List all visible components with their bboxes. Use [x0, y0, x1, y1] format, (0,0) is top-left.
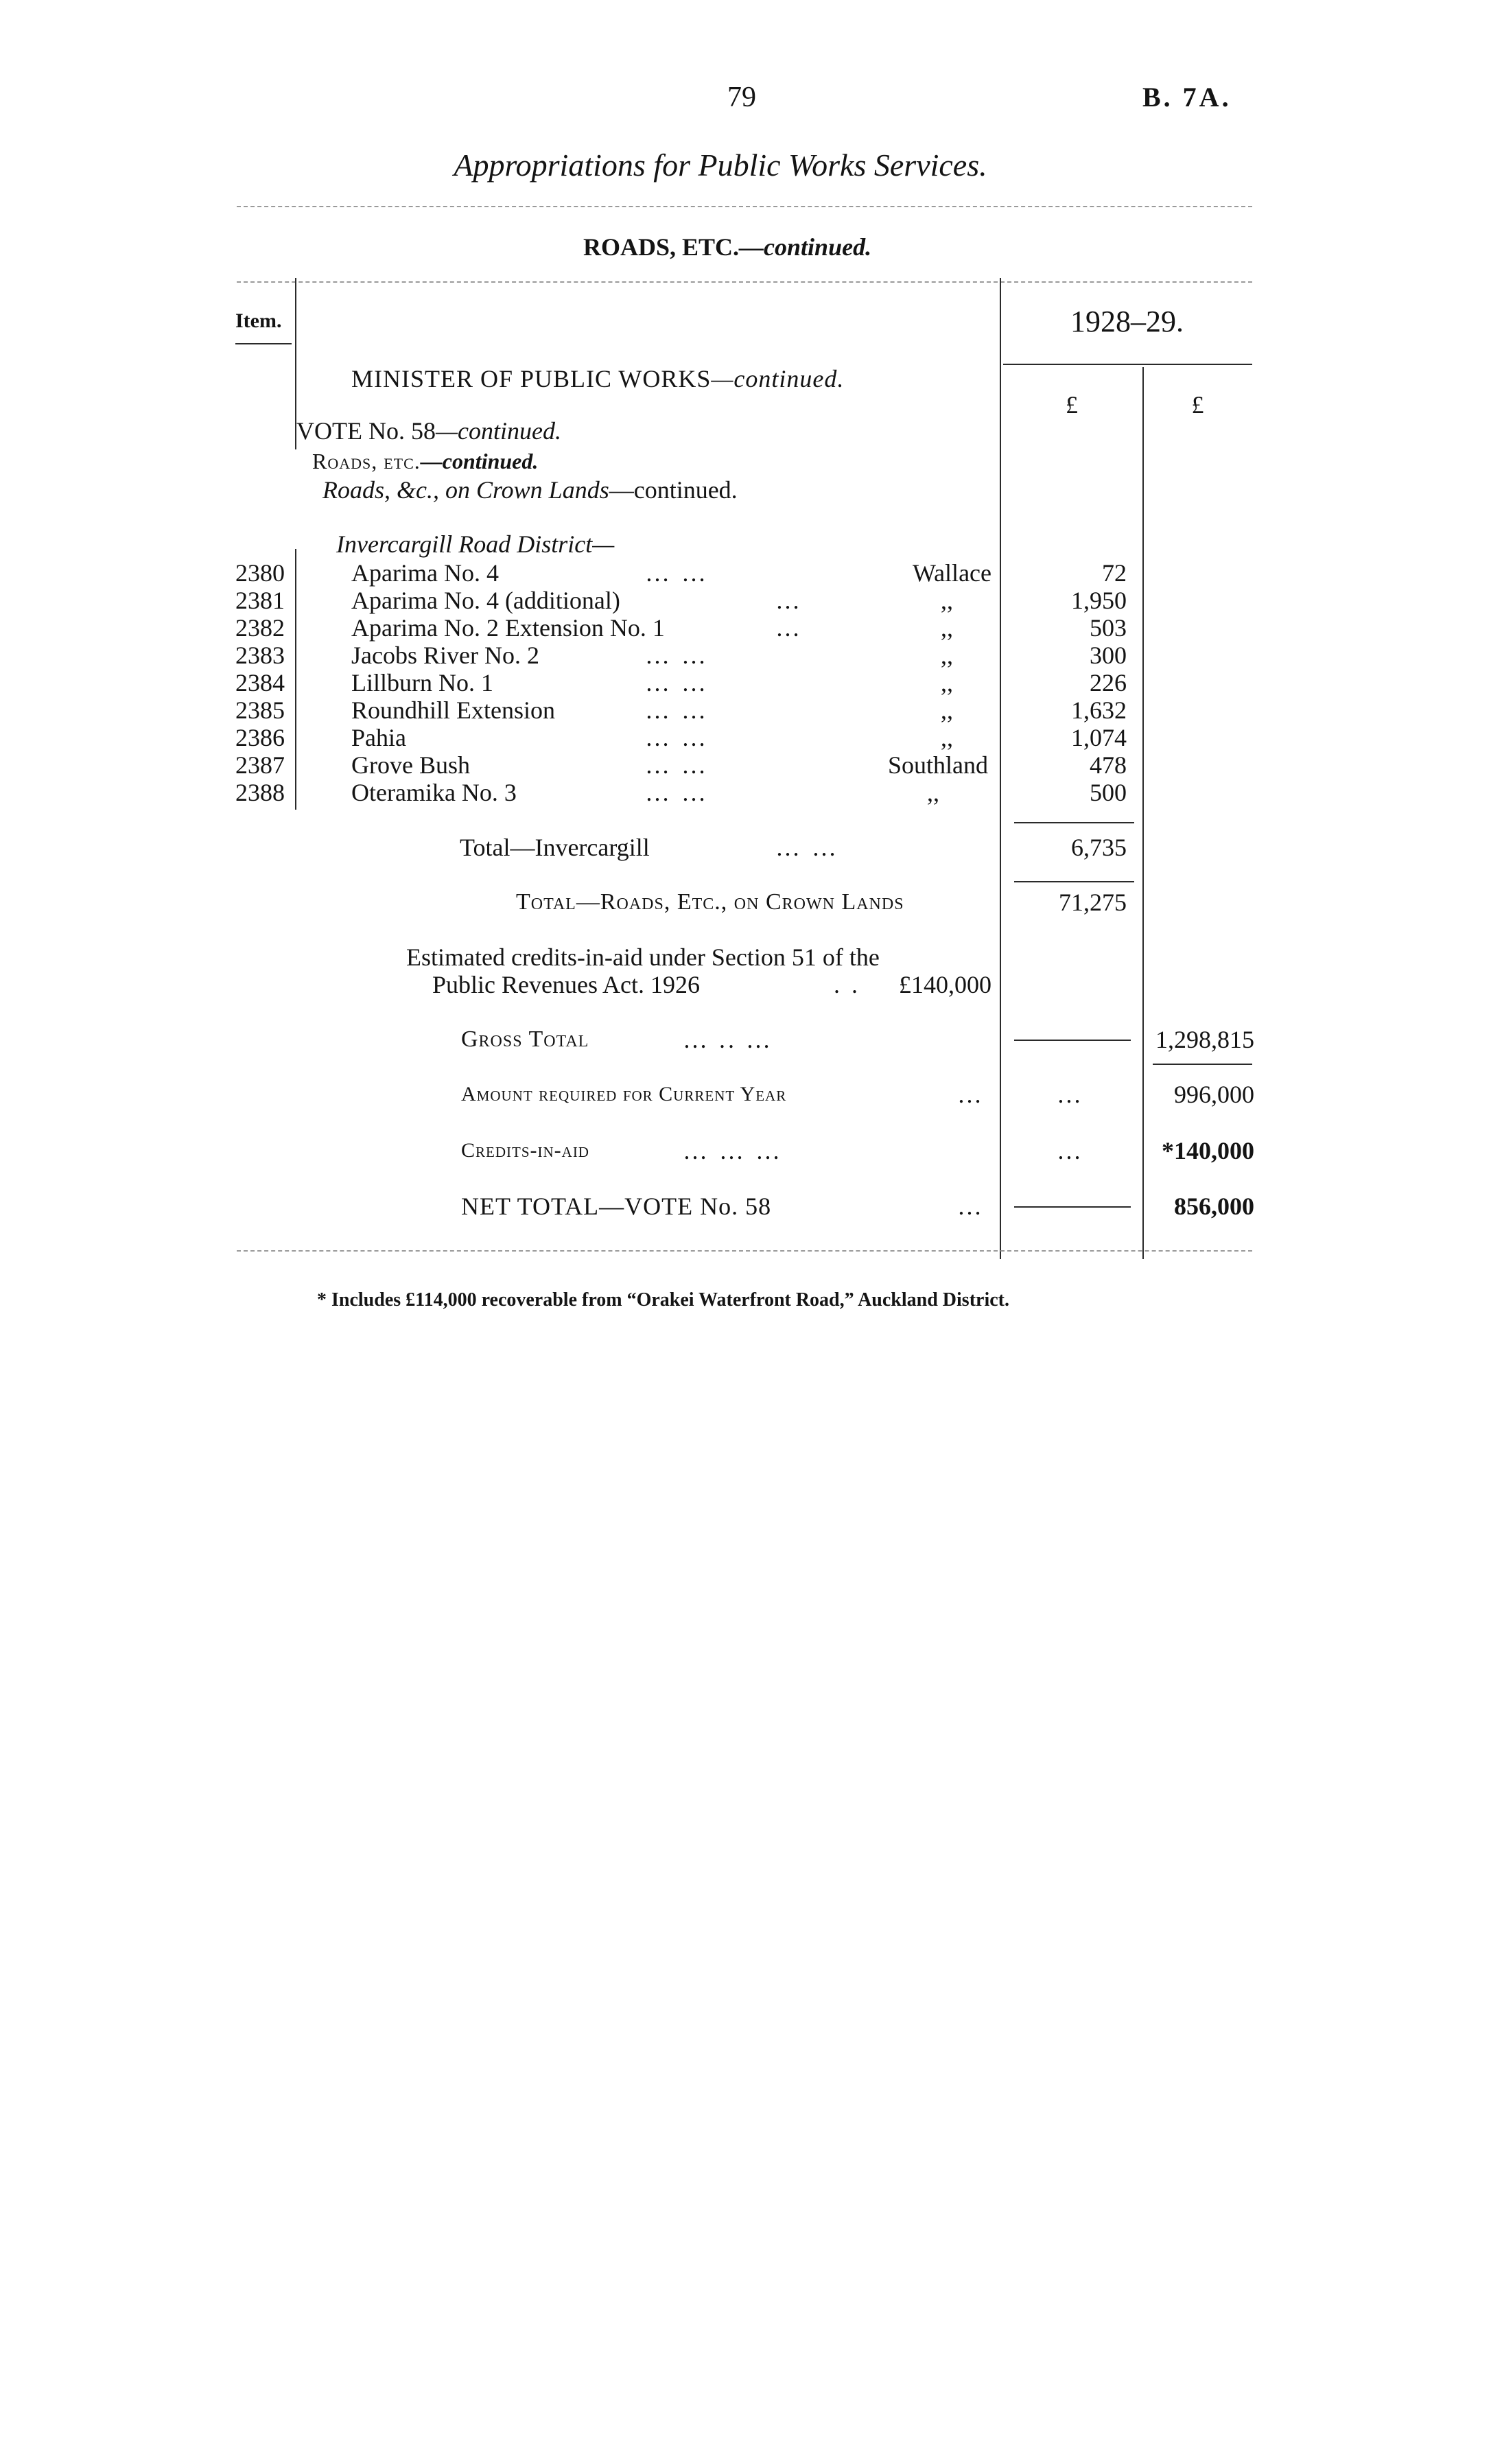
- dash-placeholder: [1014, 1040, 1131, 1041]
- row-amount: 72: [1102, 559, 1127, 587]
- row-item: 2387: [235, 751, 285, 779]
- row-name: Pahia: [351, 724, 406, 751]
- row-amount: 226: [1090, 669, 1127, 696]
- col1-unit: £: [1066, 391, 1078, 419]
- page-title: Appropriations for Public Works Services.: [454, 148, 987, 183]
- leader-dots: … …: [645, 559, 709, 587]
- dash-placeholder: [1014, 1206, 1131, 1208]
- credits-note-amount: £140,000: [899, 971, 991, 998]
- leader-dots: … …: [645, 724, 709, 751]
- row-county: ,,: [941, 642, 953, 669]
- leader-dots: … .. …: [683, 1026, 773, 1053]
- row-item: 2380: [235, 559, 285, 587]
- item-column-rule-lower: [295, 549, 296, 810]
- leader-dots: … …: [645, 751, 709, 779]
- row-item: 2388: [235, 779, 285, 806]
- row-county: ,,: [941, 614, 953, 642]
- year-header: 1928–29.: [1070, 305, 1184, 338]
- leader-dots: . .: [834, 971, 860, 998]
- net-total-value: 856,000: [1174, 1193, 1254, 1220]
- section-title: ROADS, ETC.—continued.: [583, 233, 872, 261]
- col2-unit: £: [1191, 391, 1204, 419]
- leader-dots: …: [1057, 1081, 1084, 1108]
- row-county: Wallace: [912, 559, 991, 587]
- document-ref: B. 7A.: [1142, 82, 1232, 113]
- leader-dots: … …: [645, 696, 709, 724]
- leader-dots: …: [775, 587, 803, 614]
- row-county: ,,: [941, 724, 953, 751]
- minister-heading: MINISTER OF PUBLIC WORKS—continued.: [351, 365, 845, 392]
- row-amount: 503: [1090, 614, 1127, 642]
- row-item: 2384: [235, 669, 285, 696]
- row-name: Aparima No. 2 Extension No. 1: [351, 614, 665, 642]
- sum-rule: [1153, 1064, 1252, 1065]
- sum-rule: [1014, 881, 1134, 882]
- footnote: * Includes £114,000 recoverable from “Orakei Waterfront Road,” Auckland District.: [317, 1289, 1009, 1311]
- item-header: Item.: [235, 309, 282, 332]
- table-bottom-rule: [237, 1250, 1252, 1252]
- row-name: Lillburn No. 1: [351, 669, 493, 696]
- row-amount: 300: [1090, 642, 1127, 669]
- row-county: ,,: [941, 587, 953, 614]
- current-year-label: Amount required for Current Year: [461, 1083, 787, 1105]
- row-county: Southland: [887, 751, 988, 779]
- sum-rule: [1014, 822, 1134, 823]
- row-item: 2385: [235, 696, 285, 724]
- row-name: Aparima No. 4 (additional): [351, 587, 620, 614]
- gross-total-label: Gross Total: [461, 1026, 589, 1052]
- row-amount: 500: [1090, 779, 1127, 806]
- leader-dots: …: [775, 614, 803, 642]
- leader-dots: …: [957, 1081, 985, 1108]
- leader-dots: … …: [645, 669, 709, 696]
- row-name: Jacobs River No. 2: [351, 642, 539, 669]
- total-column-rule: [1142, 367, 1144, 1259]
- row-amount: 478: [1090, 751, 1127, 779]
- year-header-rule: [1003, 364, 1252, 365]
- credits-in-aid-value: *140,000: [1162, 1137, 1254, 1164]
- crown-lands-heading: Roads, &c., on Crown Lands—continued.: [322, 476, 738, 504]
- row-county: ,,: [927, 779, 939, 806]
- total-invercargill-value: 6,735: [1071, 834, 1127, 861]
- district-heading: Invercargill Road District—: [336, 530, 615, 558]
- row-amount: 1,074: [1071, 724, 1127, 751]
- credits-note-line1: Estimated credits-in-aid under Section 51 of the: [406, 943, 880, 971]
- row-name: Roundhill Extension: [351, 696, 555, 724]
- amount-column-rule: [1000, 278, 1001, 1259]
- row-item: 2381: [235, 587, 285, 614]
- row-item: 2386: [235, 724, 285, 751]
- item-header-rule: [235, 343, 292, 344]
- gross-total-value: 1,298,815: [1155, 1026, 1254, 1053]
- credits-in-aid-label: Credits-in-aid: [461, 1139, 589, 1162]
- current-year-value: 996,000: [1174, 1081, 1254, 1108]
- total-crown-lands-label: Total—Roads, Etc., on Crown Lands: [516, 889, 904, 915]
- leader-dots: … …: [775, 834, 839, 861]
- row-county: ,,: [941, 669, 953, 696]
- total-invercargill-label: Total—Invercargill: [460, 834, 650, 861]
- leader-dots: … …: [645, 642, 709, 669]
- leader-dots: … … …: [683, 1137, 783, 1164]
- header-rule: [237, 206, 1252, 207]
- leader-dots: …: [957, 1193, 985, 1220]
- row-name: Aparima No. 4: [351, 559, 499, 587]
- total-crown-lands-value: 71,275: [1059, 889, 1127, 916]
- row-name: Oteramika No. 3: [351, 779, 517, 806]
- row-amount: 1,632: [1071, 696, 1127, 724]
- row-county: ,,: [941, 696, 953, 724]
- leader-dots: …: [1057, 1137, 1084, 1164]
- page-number: 79: [727, 82, 756, 113]
- row-item: 2383: [235, 642, 285, 669]
- roads-heading: Roads, etc.—continued.: [312, 449, 539, 473]
- leader-dots: … …: [645, 779, 709, 806]
- net-total-label: NET TOTAL—VOTE No. 58: [461, 1193, 772, 1220]
- row-name: Grove Bush: [351, 751, 470, 779]
- section-rule: [237, 281, 1252, 283]
- vote-heading: VOTE No. 58—continued.: [296, 417, 561, 445]
- row-amount: 1,950: [1071, 587, 1127, 614]
- credits-note-line2: Public Revenues Act. 1926: [432, 971, 700, 998]
- row-item: 2382: [235, 614, 285, 642]
